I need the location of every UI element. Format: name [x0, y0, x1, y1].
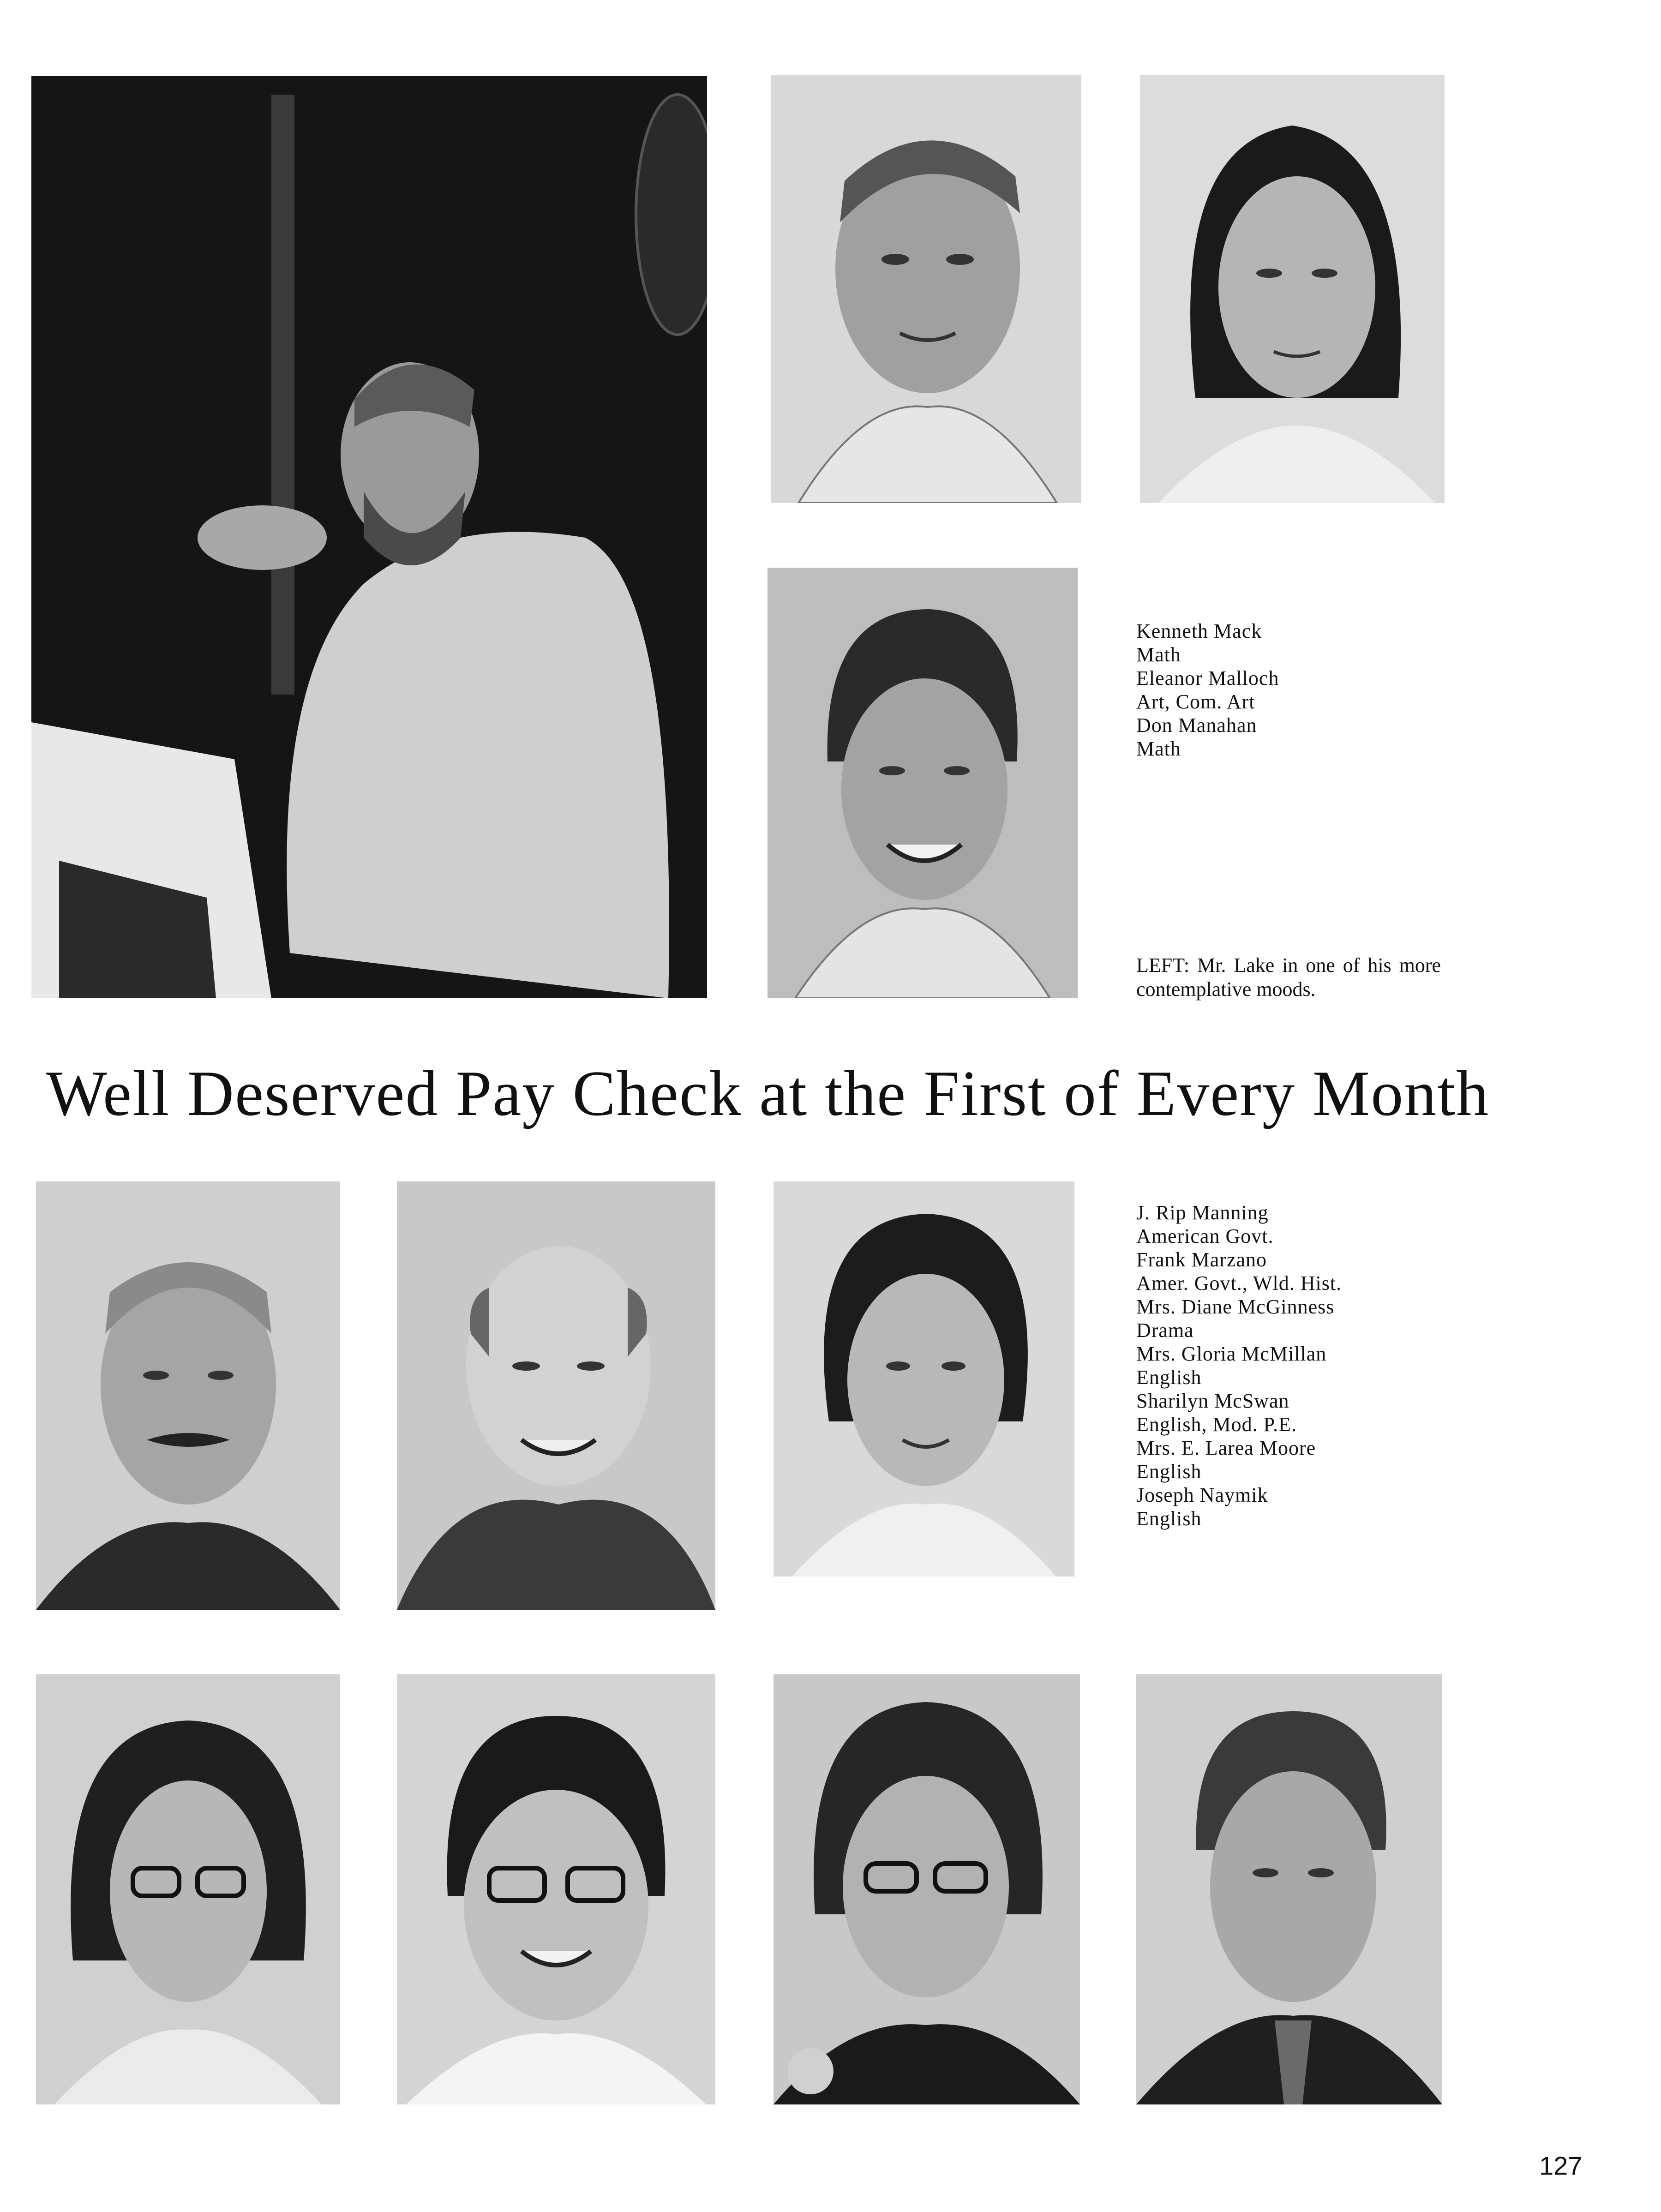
photo-mr-lake-illustration — [31, 76, 707, 998]
portrait-e-larea-moore — [774, 1674, 1080, 2104]
teacher-name: Don Manahan — [1136, 714, 1257, 737]
teacher-name: J. Rip Manning — [1136, 1201, 1269, 1224]
portrait-joseph-naymik — [1136, 1674, 1442, 2104]
teacher-subject: Math — [1136, 737, 1181, 760]
teacher-subject: English, Mod. P.E. — [1136, 1413, 1297, 1436]
teacher-name: Eleanor Malloch — [1136, 667, 1279, 689]
photo-mr-lake-guitar — [31, 76, 707, 998]
photo-caption-left: LEFT: Mr. Lake in one of his more contemplative moods. — [1136, 954, 1441, 1001]
portrait-j-rip-manning-illustration — [36, 1181, 340, 1610]
portrait-e-larea-moore-illustration — [774, 1674, 1080, 2104]
teacher-subject: Math — [1136, 643, 1181, 666]
portrait-kenneth-mack-illustration — [771, 75, 1081, 503]
page-headline: Well Deserved Pay Check at the First of Every Month — [46, 1058, 1490, 1129]
teacher-subject: English — [1136, 1507, 1202, 1530]
teacher-name: Mrs. E. Larea Moore — [1136, 1437, 1316, 1459]
teacher-subject: English — [1136, 1366, 1202, 1389]
portrait-diane-mcginness-illustration — [774, 1181, 1074, 1577]
teacher-subject: Art, Com. Art — [1136, 690, 1255, 713]
portrait-gloria-mcmillan-illustration — [36, 1674, 340, 2104]
portrait-don-manahan — [768, 568, 1078, 998]
portrait-frank-marzano — [397, 1181, 715, 1610]
teacher-subject: Amer. Govt., Wld. Hist. — [1136, 1272, 1342, 1295]
teacher-name: Joseph Naymik — [1136, 1484, 1268, 1506]
portrait-joseph-naymik-illustration — [1136, 1674, 1442, 2104]
teacher-name: Mrs. Diane McGinness — [1136, 1295, 1335, 1318]
portrait-frank-marzano-illustration — [397, 1181, 715, 1610]
teacher-name: Frank Marzano — [1136, 1248, 1267, 1271]
teacher-name: Kenneth Mack — [1136, 620, 1262, 642]
portrait-kenneth-mack — [771, 75, 1081, 503]
portrait-eleanor-malloch-illustration — [1140, 75, 1445, 503]
portrait-j-rip-manning — [36, 1181, 340, 1610]
portrait-don-manahan-illustration — [768, 568, 1078, 998]
teacher-subject: English — [1136, 1460, 1202, 1483]
teacher-name: Sharilyn McSwan — [1136, 1390, 1289, 1412]
portrait-diane-mcginness — [774, 1181, 1074, 1577]
top-names-caption — [1136, 619, 1279, 761]
teacher-subject: Drama — [1136, 1319, 1194, 1342]
portrait-eleanor-malloch — [1140, 75, 1445, 503]
teacher-subject: American Govt. — [1136, 1225, 1274, 1247]
page-number: 127 — [1539, 2151, 1583, 2180]
bottom-names-caption — [1136, 1201, 1342, 1530]
portrait-sharilyn-mcswan-illustration — [397, 1674, 715, 2104]
portrait-sharilyn-mcswan — [397, 1674, 715, 2104]
teacher-name: Mrs. Gloria McMillan — [1136, 1343, 1327, 1365]
portrait-gloria-mcmillan — [36, 1674, 340, 2104]
